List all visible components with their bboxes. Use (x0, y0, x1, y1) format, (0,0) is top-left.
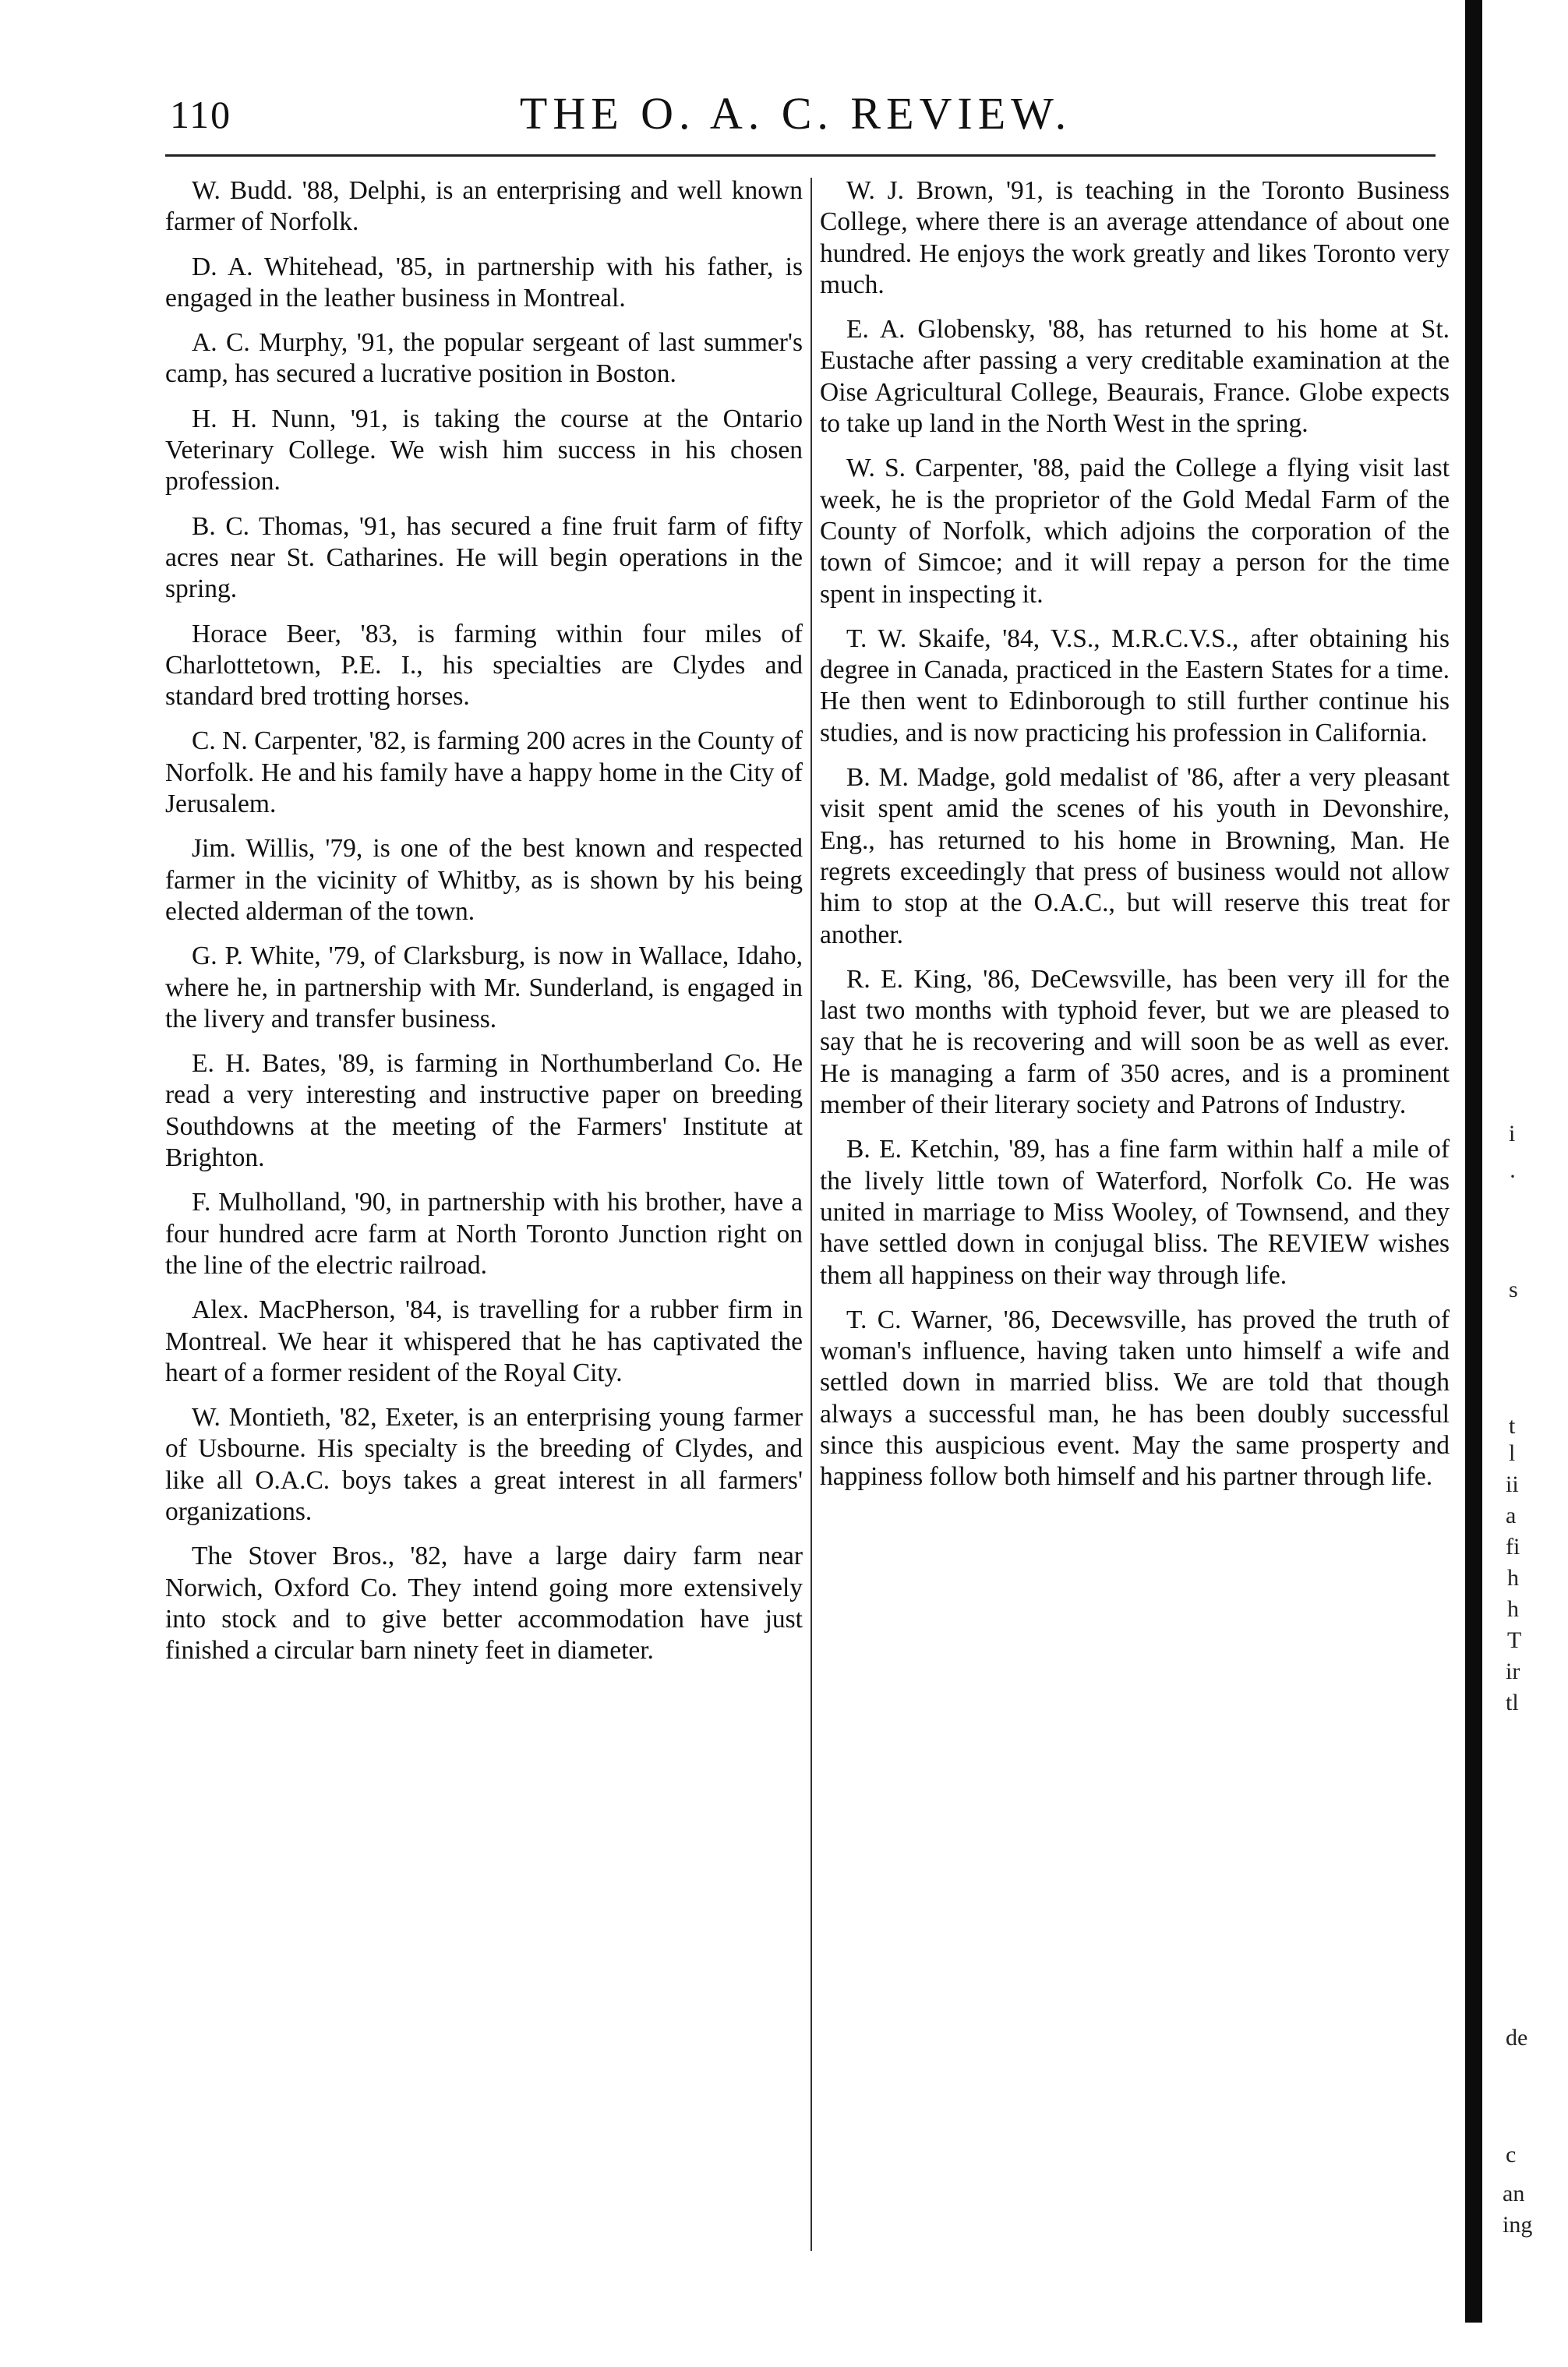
page-number: 110 (170, 93, 232, 136)
bleed-fragment: ir (1506, 1659, 1520, 1684)
news-item: B. M. Madge, gold medalist of '86, after a very pleasant visit spent amid the scenes of his youth in Devonshire, Eng., has returned to his home in Browning, Man. He regrets exceedingly that press of business would not allow him to stop at the O.A.C., but will reserve this treat for another. (820, 763, 1450, 949)
news-item: Alex. MacPherson, '84, is travelling for a rubber firm in Montreal. We hear it whispered that he has captivated the heart of a former resident of the Royal City. (165, 1295, 803, 1387)
bleed-fragment: ing (1503, 2212, 1533, 2238)
bleed-fragment: s (1509, 1277, 1518, 1302)
bleed-fragment: t (1509, 1413, 1516, 1439)
news-item: A. C. Murphy, '91, the popular sergeant of last summer's camp, has secured a lucrative position in Boston. (165, 328, 803, 389)
news-item: H. H. Nunn, '91, is taking the course at the Ontario Veterinary College. We wish him success in his chosen profession. (165, 404, 803, 496)
bleed-fragment: c (1506, 2142, 1517, 2167)
bleed-fragment: h (1507, 1565, 1519, 1591)
news-item: T. W. Skaife, '84, V.S., M.R.C.V.S., after obtaining his degree in Canada, practiced in the Eastern States for a time. He then went to Edinborough to still further continue his studies, and is now practicing his profession in California. (820, 624, 1450, 747)
news-item: B. C. Thomas, '91, has secured a fine fruit farm of fifty acres near St. Catharines. He will begin operations in the spring. (165, 511, 803, 604)
news-item: W. J. Brown, '91, is teaching in the Toronto Business College, where there is an average attendance of about one hundred. He enjoys the work greatly and likes Toronto very much. (820, 176, 1450, 299)
page-edge-bar (1465, 0, 1482, 2323)
news-item: Jim. Willis, '79, is one of the best known and respected farmer in the vicinity of Whitby, as is shown by his being elected alderman of the town. (165, 834, 803, 926)
news-item: F. Mulholland, '90, in partnership with his brother, have a four hundred acre farm at North Toronto Junction right on the line of the electric railroad. (165, 1188, 803, 1280)
bleed-fragment: de (1506, 2025, 1528, 2051)
news-item: W. S. Carpenter, '88, paid the College a flying visit last week, he is the proprietor of the Gold Medal Farm of the County of Norfolk, which adjoins the corporation of the town of Simcoe; and it will repay a person for the time spent in inspecting it. (820, 454, 1450, 609)
bleed-fragment: an (1503, 2181, 1525, 2206)
news-item: C. N. Carpenter, '82, is farming 200 acres in the County of Norfolk. He and his family have a happy home in the City of Jerusalem. (165, 726, 803, 819)
bleed-through-margin (1498, 0, 1560, 2323)
header-rule (165, 154, 1436, 157)
column-divider (810, 178, 812, 2251)
news-item: W. Budd. '88, Delphi, is an enterprising and well known farmer of Norfolk. (165, 176, 803, 237)
news-item: W. Montieth, '82, Exeter, is an enterprising young farmer of Usbourne. His specialty is the breeding of Clydes, and like all O.A.C. boys takes a great interest in all farmers' organizations. (165, 1403, 803, 1526)
news-item: T. C. Warner, '86, Decewsville, has proved the truth of woman's influence, having taken unto himself a wife and settled down in married bliss. We are told that though always a successful man, he has been doubly successful since this auspicious event. May the same prosperty and happiness follow both himself and his partner through life. (820, 1305, 1450, 1492)
bleed-fragment: l (1509, 1440, 1516, 1466)
bleed-fragment: · (1509, 1164, 1517, 1189)
news-item: G. P. White, '79, of Clarksburg, is now in Wallace, Idaho, where he, in partnership with Mr. Sunderland, is engaged in the livery and transfer business. (165, 942, 803, 1033)
news-item: B. E. Ketchin, '89, has a fine farm within half a mile of the lively little town of Waterford, Norfolk Co. He was united in marriage to Miss Wooley, of Townsend, and they have settled down in conjugal bliss. The REVIEW wishes them all happiness on their way through life. (820, 1135, 1450, 1290)
news-item: D. A. Whitehead, '85, in partnership with his father, is engaged in the leather business in Montreal. (165, 252, 803, 313)
news-item: E. H. Bates, '89, is farming in Northumberland Co. He read a very interesting and instructive paper on breeding Southdowns at the meeting of the Farmers' Institute at Brighton. (165, 1049, 803, 1173)
bleed-fragment: i (1509, 1121, 1516, 1146)
bleed-fragment: fi (1506, 1534, 1520, 1560)
left-column (165, 175, 803, 1680)
bleed-fragment: tl (1506, 1690, 1519, 1715)
news-item: E. A. Globensky, '88, has returned to his home at St. Eustache after passing a very creditable examination at the Oise Agricultural College, Beaurais, France. Globe expects to take up land in the North West in the spring. (820, 315, 1450, 439)
running-head: THE O. A. C. REVIEW. (519, 88, 1072, 139)
bleed-fragment: ii (1506, 1471, 1519, 1497)
bleed-fragment: a (1506, 1503, 1517, 1528)
news-item: Horace Beer, '83, is farming within four miles of Charlottetown, P.E. I., his specialties are Clydes and standard bred trotting horses. (165, 619, 803, 712)
right-column (820, 175, 1450, 1507)
news-item: R. E. King, '86, DeCewsville, has been very ill for the last two months with typhoid fever, but we are pleased to say that he is recovering and will soon be as well as ever. He is managing a farm of 350 acres, and is a prominent member of their literary society and Patrons of Industry. (820, 964, 1450, 1120)
bleed-fragment: T (1507, 1627, 1522, 1653)
bleed-fragment: h (1507, 1596, 1519, 1622)
news-item: The Stover Bros., '82, have a large dairy farm near Norwich, Oxford Co. They intend going more extensively into stock and to give better accommodation have just finished a circular barn ninety feet in diameter. (165, 1542, 803, 1666)
